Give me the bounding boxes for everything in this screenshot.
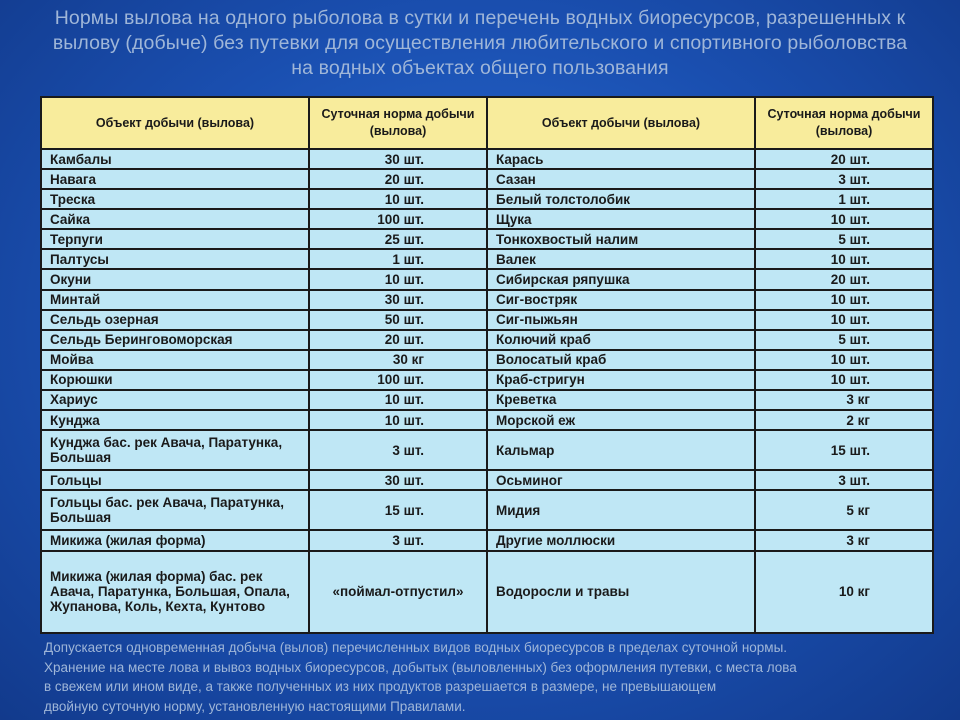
norm-left: 30 шт. <box>309 149 487 169</box>
table-row <box>41 209 933 229</box>
norm-right: 3 шт. <box>755 470 933 490</box>
table-row <box>41 350 933 370</box>
norm-right: 3 кг <box>755 530 933 550</box>
header-object-left: Объект добычи (вылова) <box>41 97 309 149</box>
species-left: Сайка <box>41 209 309 229</box>
species-left: Корюшки <box>41 370 309 390</box>
species-left: Минтай <box>41 290 309 310</box>
norm-right: 20 шт. <box>755 149 933 169</box>
norm-right: 10 шт. <box>755 310 933 330</box>
norm-right: 10 шт. <box>755 350 933 370</box>
species-left: Гольцы бас. рек Авача, Паратунка, Большая <box>41 490 309 530</box>
norm-right: 15 шт. <box>755 430 933 470</box>
species-left: Палтусы <box>41 249 309 269</box>
species-right: Сазан <box>487 169 755 189</box>
species-left: Микижа (жилая форма) бас. рек Авача, Паратунка, Большая, Опала, Жупанова, Коль, Кехта, Кунтово <box>41 551 309 633</box>
norm-right: 10 шт. <box>755 370 933 390</box>
norm-right: 3 кг <box>755 390 933 410</box>
species-right: Водоросли и травы <box>487 551 755 633</box>
norm-left: 100 шт. <box>309 370 487 390</box>
norm-left: 25 шт. <box>309 229 487 249</box>
species-left: Гольцы <box>41 470 309 490</box>
species-right: Сиг-пыжьян <box>487 310 755 330</box>
table-header-row <box>41 97 933 149</box>
species-right: Белый толстолобик <box>487 189 755 209</box>
species-right: Краб-стригун <box>487 370 755 390</box>
species-left: Кунджа бас. рек Авача, Паратунка, Большая <box>41 430 309 470</box>
table-row <box>41 410 933 430</box>
footer-line-4: двойную суточную норму, установленную настоящими Правилами. <box>44 698 466 714</box>
table-row <box>41 189 933 209</box>
header-norm-left: Суточная норма добычи (вылова) <box>309 97 487 149</box>
species-right: Волосатый краб <box>487 350 755 370</box>
norm-left: 10 шт. <box>309 390 487 410</box>
norm-left: 30 кг <box>309 350 487 370</box>
norm-right: 3 шт. <box>755 169 933 189</box>
norm-right: 10 шт. <box>755 249 933 269</box>
table-row <box>41 370 933 390</box>
species-right: Осьминог <box>487 470 755 490</box>
norm-right: 5 кг <box>755 490 933 530</box>
species-left: Кунджа <box>41 410 309 430</box>
norm-right: 1 шт. <box>755 189 933 209</box>
norm-left: 3 шт. <box>309 430 487 470</box>
species-right: Мидия <box>487 490 755 530</box>
table-row <box>41 310 933 330</box>
title-line-2: вылову (добыче) без путевки для осуществления любительского и спортивного рыболовства <box>52 32 908 54</box>
norm-right: 2 кг <box>755 410 933 430</box>
norm-left: 10 шт. <box>309 410 487 430</box>
norm-left: 100 шт. <box>309 209 487 229</box>
species-left: Сельдь озерная <box>41 310 309 330</box>
footer-line-2: Хранение на месте лова и вывоз водных биоресурсов, добытых (выловленных) без оформления путевки, с места лова <box>44 659 797 675</box>
table-row <box>41 390 933 410</box>
species-left: Хариус <box>41 390 309 410</box>
norm-right: 5 шт. <box>755 330 933 350</box>
norm-left: 10 шт. <box>309 269 487 289</box>
species-right: Колючий краб <box>487 330 755 350</box>
catch-norms-table <box>40 96 934 634</box>
table-row <box>41 249 933 269</box>
norm-left: 10 шт. <box>309 189 487 209</box>
page-title <box>0 6 960 81</box>
norm-left: 50 шт. <box>309 310 487 330</box>
species-right: Тонкохвостый налим <box>487 229 755 249</box>
footer-line-1: Допускается одновременная добыча (вылов) перечисленных видов водных биоресурсов в пределах суточной нормы. <box>44 640 788 655</box>
norm-left: 3 шт. <box>309 530 487 550</box>
table-row <box>41 490 933 530</box>
footer-line-3: в свежем или ином виде, а также полученных из них продуктов разрешается в размере, не превышающем <box>44 679 717 694</box>
species-right: Карась <box>487 149 755 169</box>
norm-right: 10 кг <box>755 551 933 633</box>
footer-note <box>44 638 944 716</box>
title-line-1: Нормы вылова на одного рыболова в сутки и перечень водных биоресурсов, разрешенных к <box>54 7 906 29</box>
header-object-right: Объект добычи (вылова) <box>487 97 755 149</box>
norm-left: 30 шт. <box>309 470 487 490</box>
norm-left: 20 шт. <box>309 330 487 350</box>
norm-left: «поймал-отпустил» <box>309 551 487 633</box>
norm-right: 10 шт. <box>755 209 933 229</box>
species-right: Валек <box>487 249 755 269</box>
species-right: Щука <box>487 209 755 229</box>
species-left: Мойва <box>41 350 309 370</box>
species-right: Сибирская ряпушка <box>487 269 755 289</box>
table-row <box>41 229 933 249</box>
species-right: Кальмар <box>487 430 755 470</box>
species-right: Морской еж <box>487 410 755 430</box>
table-row <box>41 530 933 550</box>
table-row <box>41 430 933 470</box>
header-norm-right: Суточная норма добычи (вылова) <box>755 97 933 149</box>
norm-left: 15 шт. <box>309 490 487 530</box>
table-row <box>41 149 933 169</box>
norm-left: 20 шт. <box>309 169 487 189</box>
species-right: Сиг-востряк <box>487 290 755 310</box>
norm-left: 30 шт. <box>309 290 487 310</box>
species-left: Камбалы <box>41 149 309 169</box>
table-row <box>41 269 933 289</box>
table-row <box>41 470 933 490</box>
species-left: Навага <box>41 169 309 189</box>
species-right: Креветка <box>487 390 755 410</box>
species-left: Сельдь Беринговоморская <box>41 330 309 350</box>
table-row <box>41 330 933 350</box>
species-left: Терпуги <box>41 229 309 249</box>
species-left: Микижа (жилая форма) <box>41 530 309 550</box>
norm-right: 10 шт. <box>755 290 933 310</box>
norm-right: 20 шт. <box>755 269 933 289</box>
species-left: Окуни <box>41 269 309 289</box>
species-left: Треска <box>41 189 309 209</box>
species-right: Другие моллюски <box>487 530 755 550</box>
table-row <box>41 169 933 189</box>
norm-left: 1 шт. <box>309 249 487 269</box>
title-line-3: на водных объектах общего пользования <box>291 57 669 79</box>
table-row <box>41 290 933 310</box>
norm-right: 5 шт. <box>755 229 933 249</box>
table-row <box>41 551 933 633</box>
